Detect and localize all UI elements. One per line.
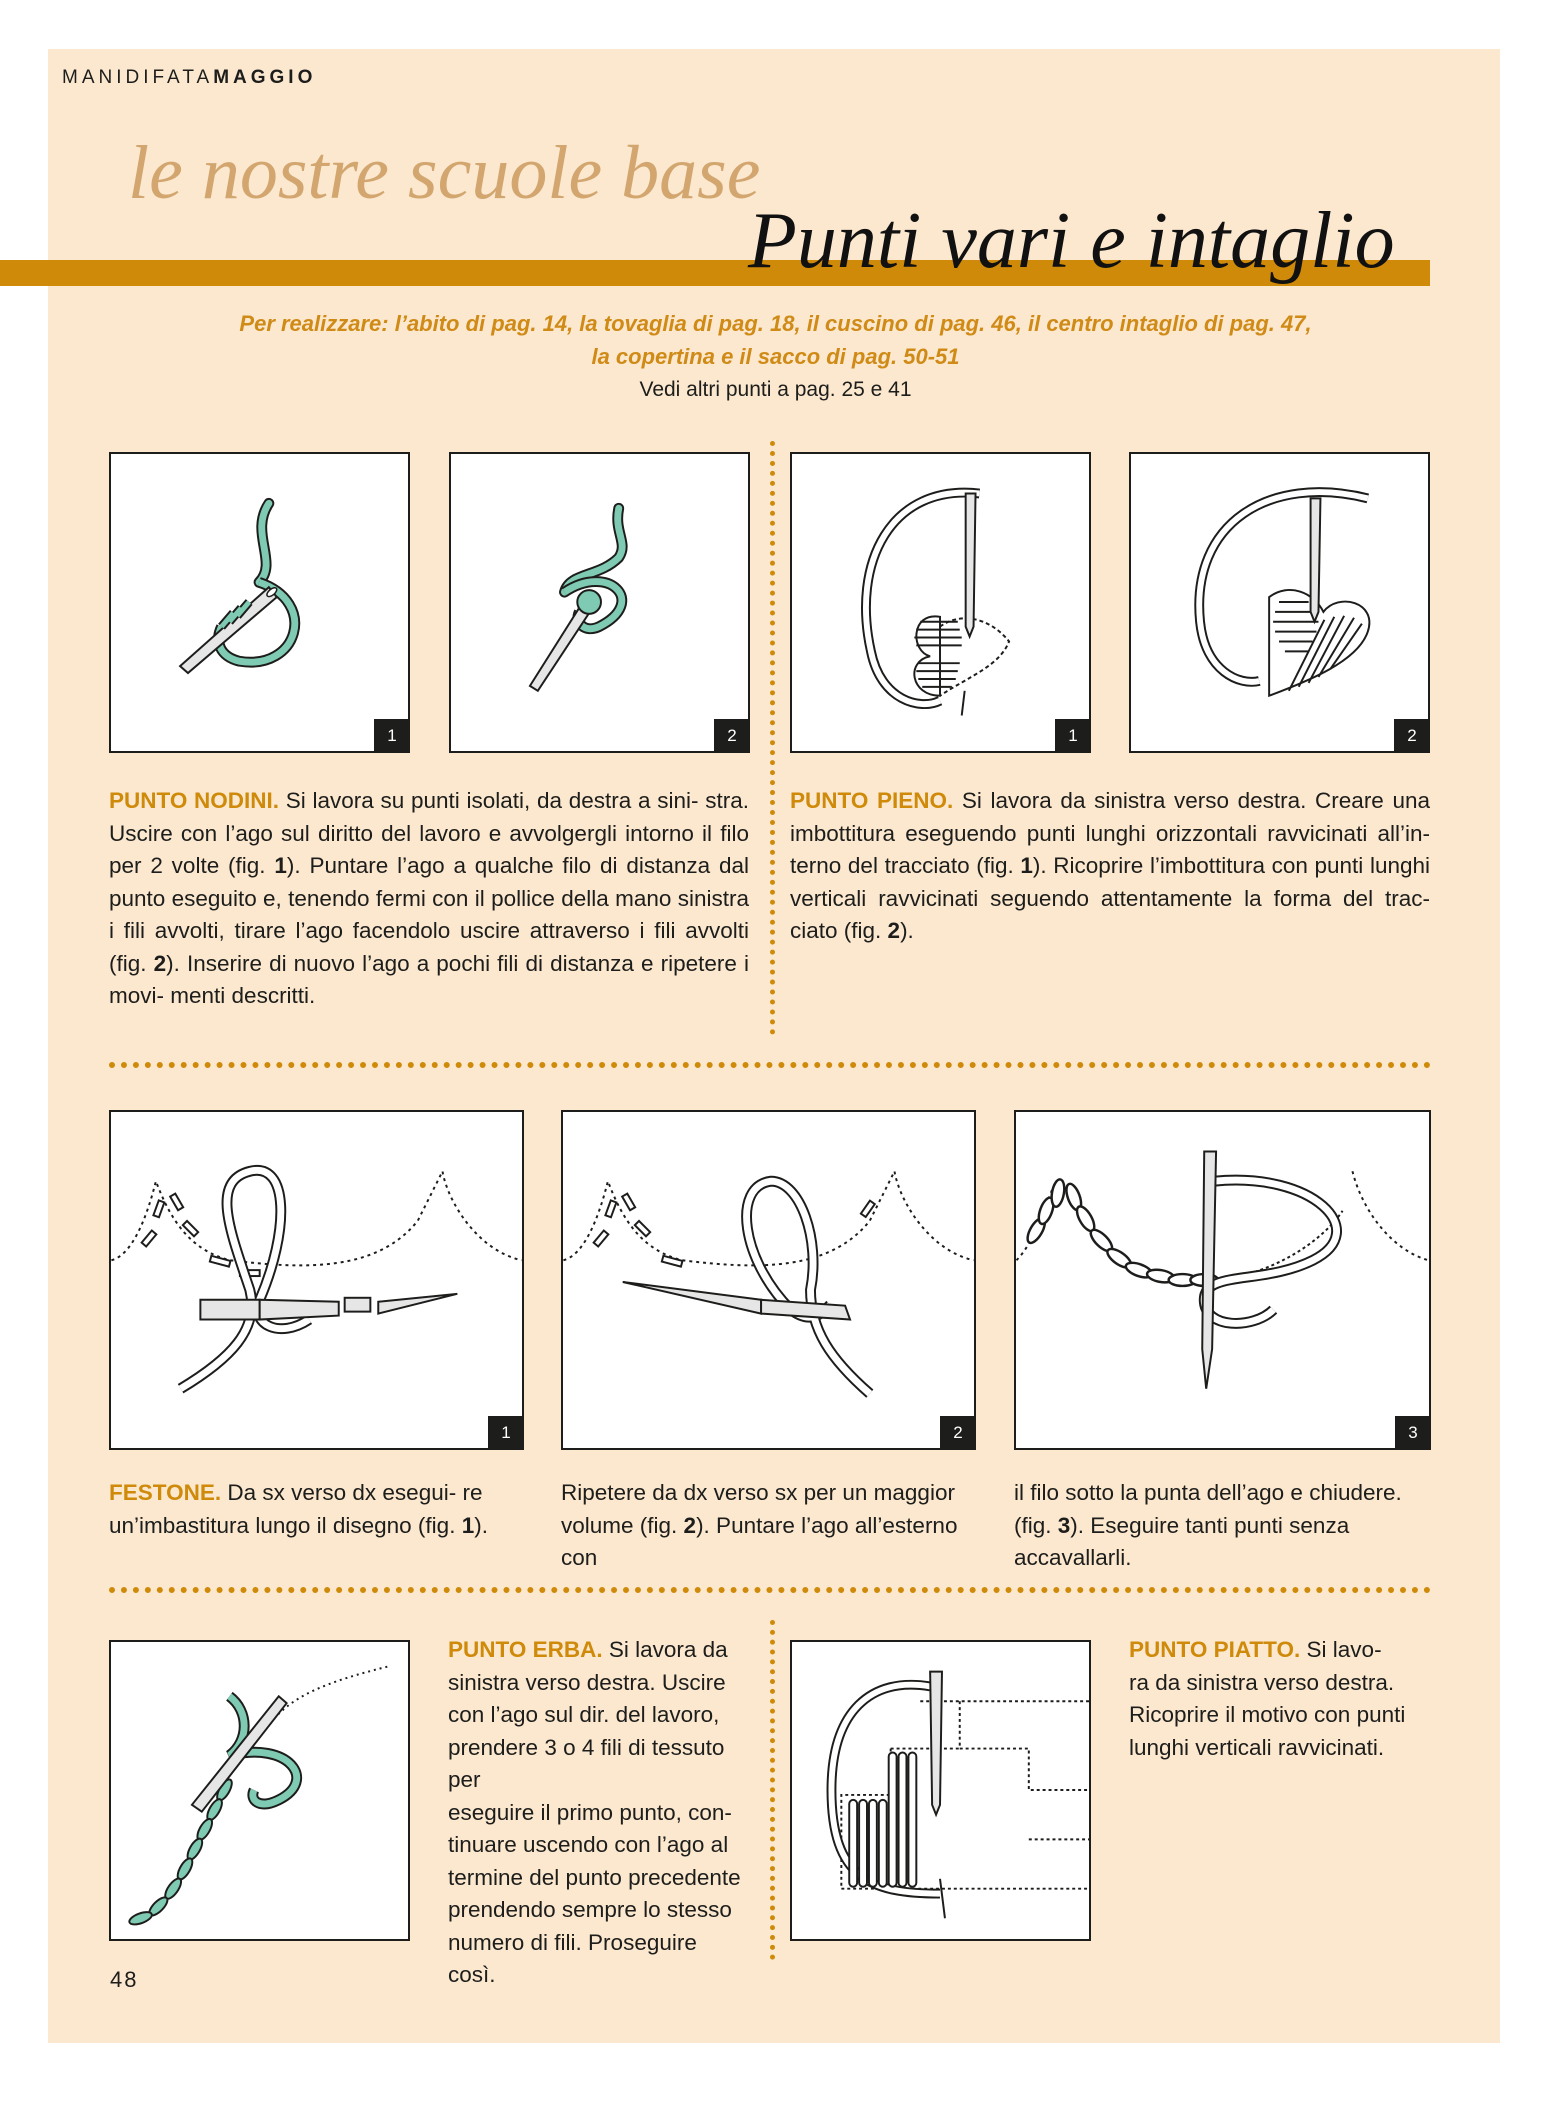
text-festone-col1: FESTONE. Da sx verso dx esegui- re un’imbastitura lungo il disegno (fig. 1). — [109, 1480, 488, 1538]
text-punto-nodini: PUNTO NODINI. Si lavora su punti isolati, da destra a sini- stra. Uscire con l’ago sul diritto del lavoro e avvolgergli intorno il filo per 2 volte (fig. 1). Puntare l’ago a qualche filo di distanza dal punto eseguito e, tenendo fermi con il pollice della mano sinistra i fili avvolti, tirare l’ago facendolo uscire attraverso i fili avvolti (fig. 2). Inserire di nuovo l’ago a pochi fili di distanza e ripetere i movi- menti descritti. — [109, 788, 750, 1008]
page-title: Punti vari e intaglio — [748, 197, 1395, 285]
figure-festone-1 — [109, 1110, 524, 1450]
section-divider — [109, 1062, 1431, 1068]
section-kicker: le nostre scuole base — [128, 131, 761, 215]
blanket-stitch-illustration-1 — [111, 1112, 522, 1448]
section-divider — [109, 1587, 1431, 1593]
figure-punto-piatto — [790, 1640, 1091, 1941]
heading-festone: FESTONE. — [109, 1480, 222, 1505]
blanket-stitch-illustration-2 — [563, 1112, 974, 1448]
intro-line-1: Per realizzare: l’abito di pag. 14, la tovaglia di pag. 18, il cuscino di pag. 46, il centro intaglio di pag. 47, — [239, 311, 1312, 336]
knot-stitch-illustration-2 — [451, 454, 748, 751]
figure-festone-3 — [1014, 1110, 1431, 1450]
flat-stitch-illustration — [792, 1642, 1089, 1939]
figure-nodini-1 — [109, 452, 410, 753]
figure-number: 1 — [1055, 719, 1091, 753]
text-festone-col2: Ripetere da dx verso sx per un maggior volume (fig. 2). Puntare l’ago all’esterno con — [561, 1480, 958, 1570]
heading-punto-pieno: PUNTO PIENO. — [790, 788, 954, 813]
heading-punto-piatto: PUNTO PIATTO. — [1129, 1637, 1301, 1662]
page-number: 48 — [110, 1967, 139, 1992]
stem-stitch-illustration — [111, 1642, 408, 1939]
heading-punto-erba: PUNTO ERBA. — [448, 1637, 603, 1662]
text-punto-erba: PUNTO ERBA. Si lavora da sinistra verso destra. Uscire con l’ago sul dir. del lavoro, prendere 3 o 4 fili di tessuto per eseguire il primo punto, con- tinuare uscendo con l’ago al termine del punto precedente prendendo sempre lo stesso numero di fili. Proseguire così. — [448, 1637, 741, 1987]
figure-number: 1 — [488, 1416, 524, 1450]
satin-padding-illustration-1 — [792, 454, 1089, 751]
heading-punto-nodini: PUNTO NODINI. — [109, 788, 280, 813]
figure-number: 1 — [374, 719, 410, 753]
figure-festone-2 — [561, 1110, 976, 1450]
figure-pieno-1 — [790, 452, 1091, 753]
text-festone-col3: il filo sotto la punta dell’ago e chiudere. (fig. 3). Eseguire tanti punti senza accavallarli. — [1014, 1480, 1402, 1570]
figure-number: 2 — [940, 1416, 976, 1450]
text-punto-pieno: PUNTO PIENO. Si lavora da sinistra verso destra. Creare una imbottitura eseguendo punti lunghi orizzontali ravvicinati all’in- terno del tracciato (fig. 1). Ricoprire l’imbottitura con punti lunghi verticali ravvicinati seguendo attentamente la forma del trac- ciato (fig. 2). — [790, 788, 1430, 943]
figure-number: 2 — [714, 719, 750, 753]
satin-covering-illustration-2 — [1131, 454, 1428, 751]
magazine-month: MAGGIO — [213, 67, 317, 88]
intro-line-2: la copertina e il sacco di pag. 50-51 — [591, 344, 960, 369]
figure-punto-erba — [109, 1640, 410, 1941]
figure-pieno-2 — [1129, 452, 1430, 753]
figure-nodini-2 — [449, 452, 750, 753]
intro-line-3: Vedi altri punti a pag. 25 e 41 — [639, 378, 912, 401]
magazine-header — [62, 67, 316, 89]
knot-stitch-illustration-1 — [111, 454, 408, 751]
text-punto-piatto: PUNTO PIATTO. Si lavo- ra da sinistra verso destra. Ricoprire il motivo con punti lunghi verticali ravvicinati. — [1129, 1637, 1406, 1760]
figure-number: 3 — [1395, 1416, 1431, 1450]
column-divider — [770, 441, 775, 1035]
blanket-stitch-illustration-3 — [1016, 1112, 1429, 1448]
column-divider — [770, 1620, 775, 1960]
magazine-name: MANIDIFATA — [62, 67, 214, 88]
figure-number: 2 — [1394, 719, 1430, 753]
